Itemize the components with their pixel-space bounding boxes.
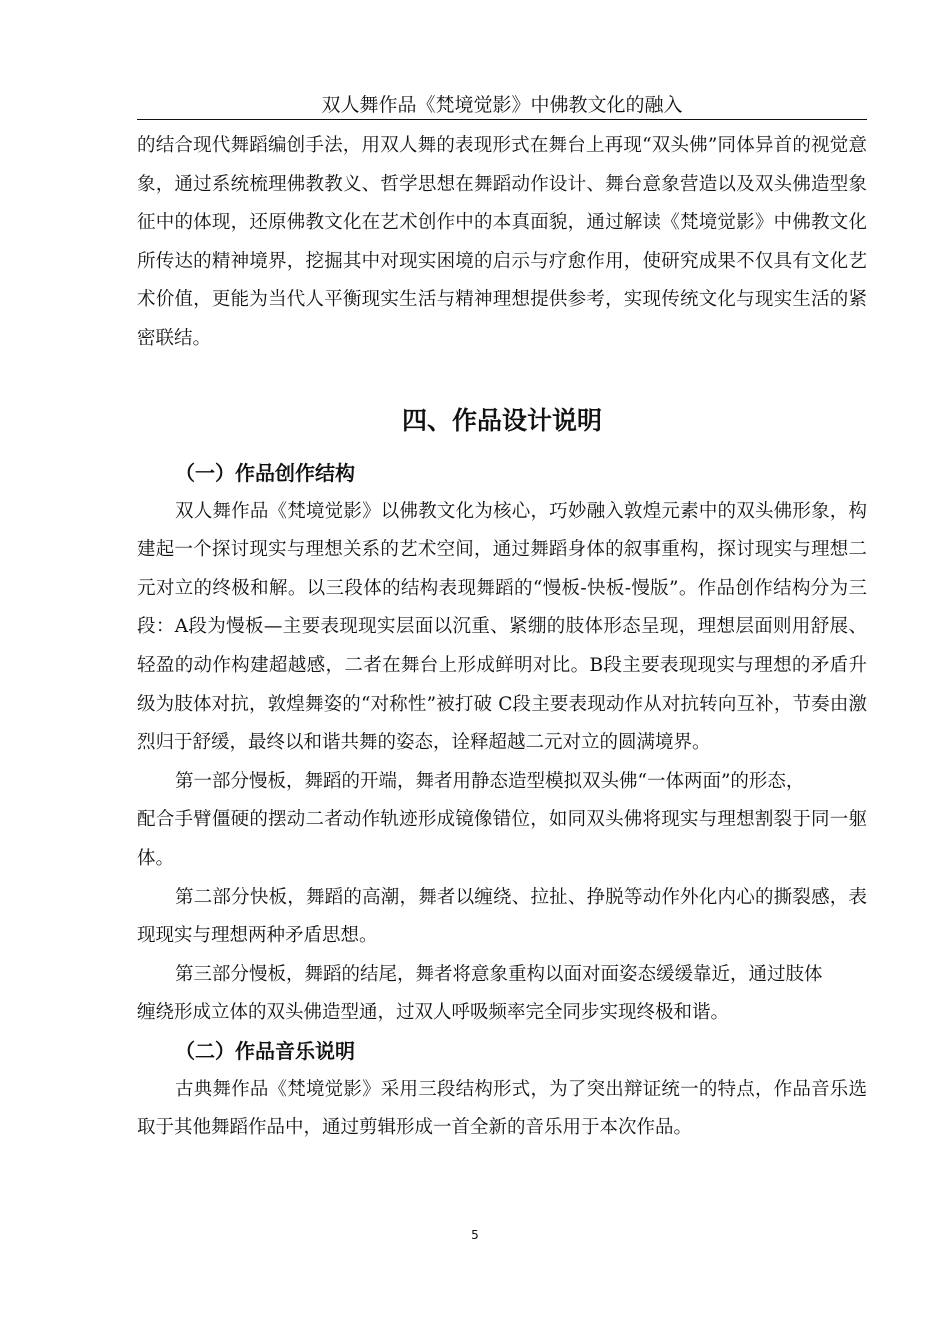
- intro-paragraph: 的结合现代舞蹈编创手法，用双人舞的表现形式在舞台上再现“双头佛”同体异首的视觉意象，通过系统梳理佛教教义、哲学思想在舞蹈动作设计、舞台意象营造以及双头佛造型象征中的体现，还原佛教文化在艺术创作中的本真面貌，通过解读《梵境觉影》中佛教文化所传达的精神境界，挖掘其中对现实困境的启示与疗愈作用，使研究成果不仅具有文化艺术价值，更能为当代人平衡现实生活与精神理想提供参考，实现传统文化与现实生活的紧密联结。: [137, 135, 867, 349]
- subsection-heading-structure: （一）作品创作结构: [175, 460, 355, 485]
- page-number: 5: [471, 1228, 479, 1242]
- music-paragraph: 古典舞作品《梵境觉影》采用三段结构形式，为了突出辩证统一的特点，作品音乐选取于其他舞蹈作品中，通过剪辑形成一首全新的音乐用于本次作品。: [137, 1078, 867, 1139]
- subsection-heading-music: （二）作品音乐说明: [175, 1038, 355, 1063]
- running-header: 双人舞作品《梵境觉影》中佛教文化的融入: [321, 94, 683, 116]
- part-three-paragraph: 第三部分慢板，舞蹈的结尾，舞者将意象重构以面对面姿态缓缓靠近，通过肢体: [175, 963, 823, 985]
- part-one-continuation: 配合手臂僵硬的摆动二者动作轨迹形成镜像错位，如同双头佛将现实与理想割裂于同一躯体。: [137, 809, 867, 869]
- part-one-paragraph: 第一部分慢板，舞蹈的开端，舞者用静态造型模拟双头佛“一体两面”的形态，: [175, 770, 805, 792]
- page-body: [137, 127, 867, 1148]
- part-three-continuation: 缠绕形成立体的双头佛造型通，过双人呼吸频率完全同步实现终极和谐。: [137, 1002, 730, 1024]
- part-two-paragraph: 第二部分快板，舞蹈的高潮，舞者以缠绕、拉扯、挣脱等动作外化内心的撕裂感，表现现实与理想两种矛盾思想。: [137, 886, 867, 947]
- header-rule: [137, 119, 867, 120]
- structure-paragraph: 双人舞作品《梵境觉影》以佛教文化为核心，巧妙融入敦煌元素中的双头佛形象，构建起一个探讨现实与理想关系的艺术空间，通过舞蹈身体的叙事重构，探讨现实与理想二元对立的终极和解。以三段体的结构表现舞蹈的“慢板-快板-慢版”。作品创作结构分为三段：A段为慢板—主要表现现实层面以沉重、紧绷的肢体形态呈现，理想层面则用舒展、轻盈的动作构建超越感，二者在舞台上形成鲜明对比。B段主要表现现实与理想的矛盾升级为肢体对抗，敦煌舞姿的“对称性”被打破 C段主要表现动作从对抗转向互补，节奏由激烈归于舒缓，最终以和谐共舞的姿态，诠释超越二元对立的圆满境界。: [137, 500, 867, 754]
- section-heading: 四、作品设计说明: [401, 405, 602, 435]
